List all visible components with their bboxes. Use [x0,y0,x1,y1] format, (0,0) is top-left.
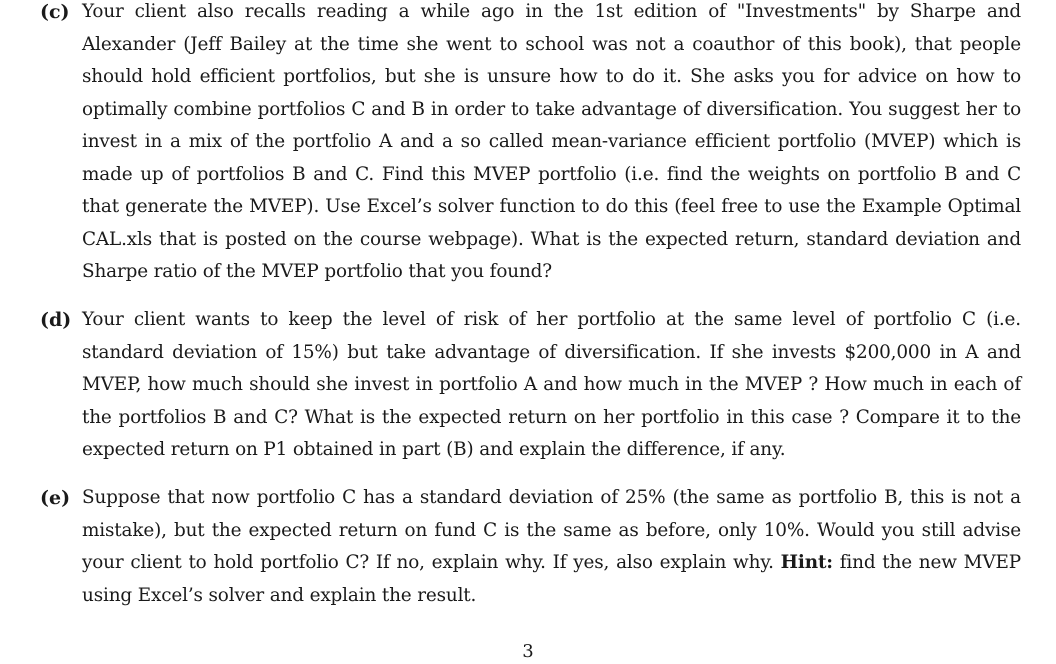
item-text-before-hint: Suppose that now portfolio C has a standard deviation of 25% (the same as portfolio B, this is not a mistake), but the expected return on fund C is the same as before, only 10%. Would you still advise your client to hold portfolio C? If no, explain why. If yes, also explain why. [82,487,1021,573]
item-text [82,482,1021,612]
item-text: Your client wants to keep the level of risk of her portfolio at the same level of portfolio C (i.e. standard deviation of 15%) but take advantage of diversification. If she invests $200,000 in A and MVEP, how much should she invest in portfolio A and how much in the MVEP ? How much in each of the portfolios B and C? What is the expected return on her portfolio in this case ? Compare it to the expected return on P1 obtained in part (B) and explain the difference, if any. [82,309,1021,460]
item-label: (e) [40,487,71,509]
item-text: Your client also recalls reading a while ago in the 1st edition of "Investments" by Sharpe and Alexander (Jeff Bailey at the time she went to school was not a coauthor of this book), that people should hold efficient portfolios, but she is unsure how to do it. She asks you for advice on how to optimally combine portfolios C and B in order to take advantage of diversification. You suggest her to invest in a mix of the portfolio A and a so called mean-variance efficient portfolio (MVEP) which is made up of portfolios B and C. Find this MVEP portfolio (i.e. find the weights on portfolio B and C that generate the MVEP). Use Excel’s solver function to do this (feel free to use the Example Optimal CAL.xls that is posted on the course webpage). What is the expected return, standard deviation and Sharpe ratio of the MVEP portfolio that you found? [82,1,1021,282]
hint-label: Hint: [780,552,833,573]
question-item-d [40,304,1021,467]
question-item-c [40,0,1021,289]
item-label: (c) [40,1,70,23]
item-label: (d) [40,309,72,331]
item-text-after-hint: find the new MVEP using Excel’s solver and explain the result. [82,552,1021,606]
page-number: 3 [522,641,534,662]
question-item-e [40,482,1021,612]
